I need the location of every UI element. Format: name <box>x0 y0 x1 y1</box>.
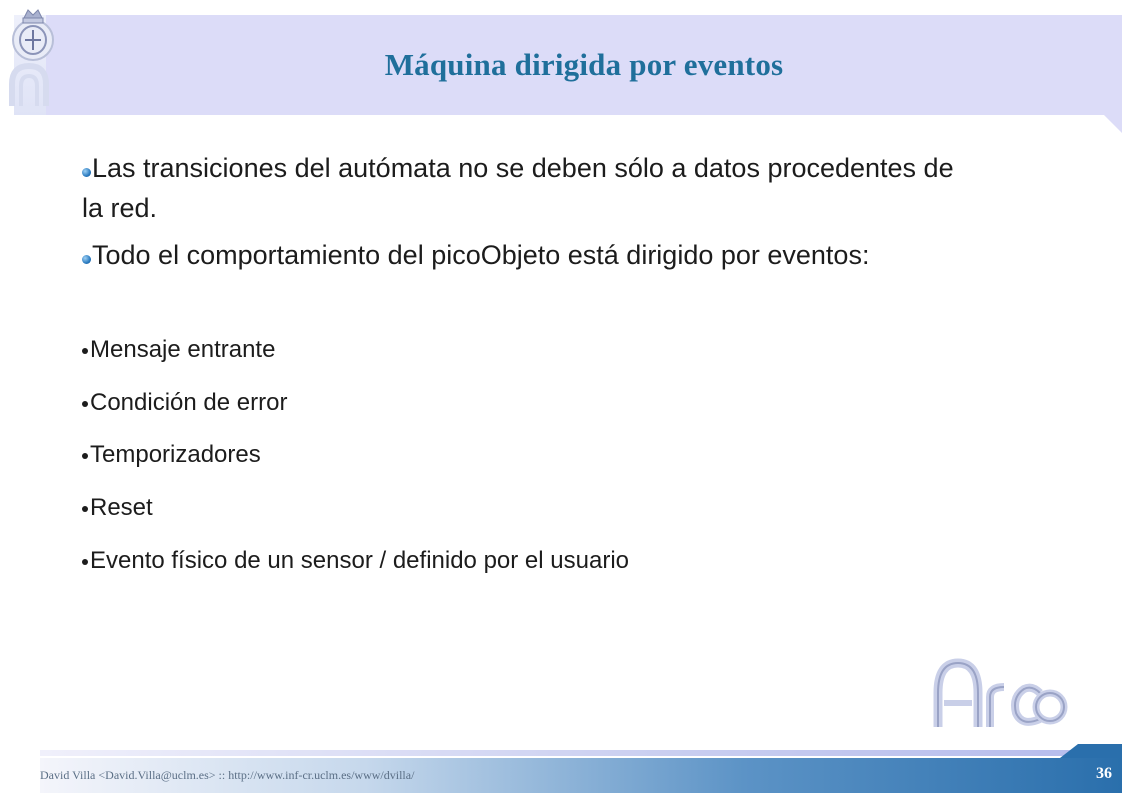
sub-bullet-item <box>82 440 261 470</box>
footer-tab <box>1060 744 1078 758</box>
bullet-item <box>82 148 962 228</box>
sub-bullet-item <box>82 493 153 523</box>
sub-bullet-dot-icon <box>82 401 88 407</box>
footer-line <box>40 750 1122 756</box>
sub-bullet-item <box>82 388 287 418</box>
sub-bullet-item <box>82 546 629 576</box>
sub-bullet-text: Condición de error <box>90 389 288 416</box>
bullet-text: Todo el comportamiento del picoObjeto está dirigido por eventos: <box>92 240 870 270</box>
sub-bullet-text: Reset <box>90 494 153 521</box>
sub-bullet-dot-icon <box>82 506 88 512</box>
bullet-item <box>82 235 962 275</box>
sub-bullet-dot-icon <box>82 348 88 354</box>
sub-bullet-text: Temporizadores <box>90 441 261 468</box>
sub-bullet-text: Evento físico de un sensor / definido por el usuario <box>90 547 629 574</box>
page-number: 36 <box>1096 765 1112 782</box>
slide-title: Máquina dirigida por eventos <box>384 47 784 82</box>
sub-bullet-item <box>82 335 275 365</box>
bullet-ball-icon <box>82 255 91 264</box>
arco-logo <box>928 655 1078 735</box>
sub-bullet-dot-icon <box>82 559 88 565</box>
sub-bullet-dot-icon <box>82 453 88 459</box>
arch-emblem-icon <box>8 62 50 108</box>
header-fold <box>1104 115 1122 133</box>
footer-tab-block <box>1078 744 1122 758</box>
bullet-ball-icon <box>82 168 91 177</box>
sub-bullet-text: Mensaje entrante <box>90 336 276 363</box>
bullet-text: Las transiciones del autómata no se deben sólo a datos procedentes de la red. <box>82 153 954 223</box>
footer-author-text: David Villa <David.Villa@uclm.es> :: http://www.inf-cr.uclm.es/www/dvilla/ <box>40 768 415 782</box>
